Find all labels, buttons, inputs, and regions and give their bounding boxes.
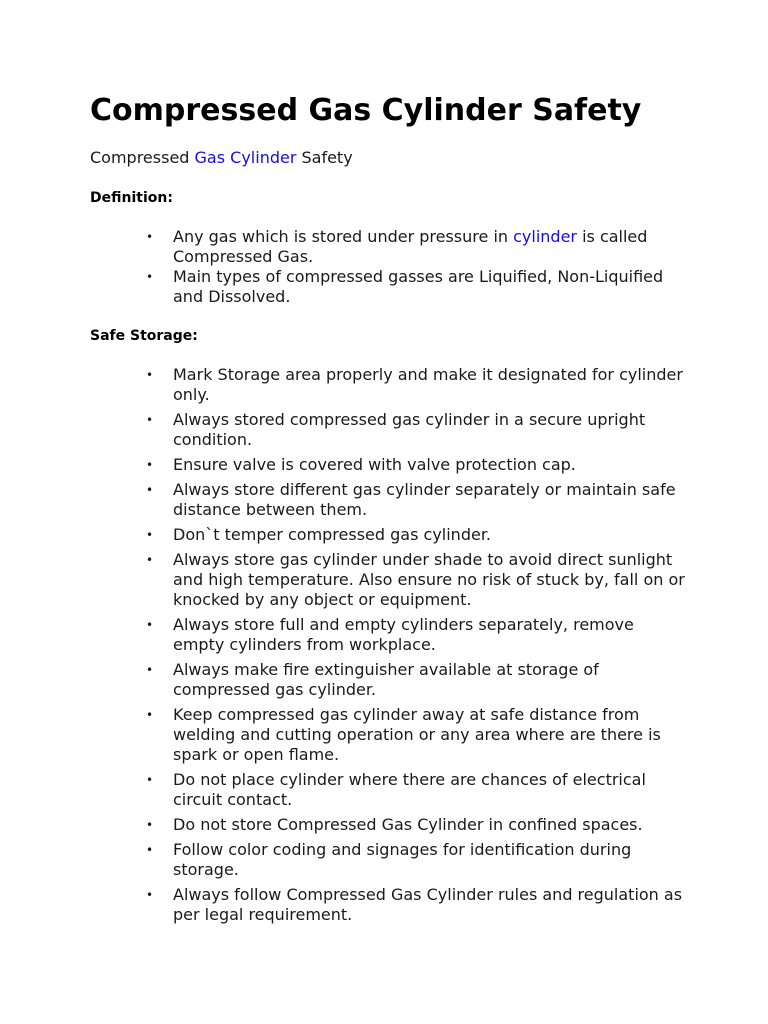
definition-heading: Definition: <box>90 190 173 206</box>
safe-storage-list <box>90 365 690 930</box>
definition-item-1-after: is called Compressed Gas. <box>173 227 648 266</box>
page-title: Compressed Gas Cylinder Safety <box>90 93 642 128</box>
list-item: • Follow color coding and signages for identification during storage. <box>90 840 690 880</box>
list-item: • Always stored compressed gas cylinder in a secure upright condition. <box>90 410 690 450</box>
subtitle-text-before: Compressed <box>90 148 195 167</box>
list-item: • Do not place cylinder where there are chances of electrical circuit contact. <box>90 770 690 810</box>
subtitle <box>90 148 353 168</box>
list-item: • Main types of compressed gasses are Liquified, Non-Liquified and Dissolved. <box>90 267 690 307</box>
list-item: • Ensure valve is covered with valve protection cap. <box>90 455 690 475</box>
list-item: • Don`t temper compressed gas cylinder. <box>90 525 690 545</box>
gas-cylinder-link[interactable]: Gas Cylinder <box>194 148 297 167</box>
subtitle-text-after: Safety <box>296 148 353 167</box>
list-item: • Always follow Compressed Gas Cylinder rules and regulation as per legal requirement. <box>90 885 690 925</box>
definition-list <box>90 227 690 307</box>
list-item: • Mark Storage area properly and make it designated for cylinder only. <box>90 365 690 405</box>
list-item: • Always make fire extinguisher available at storage of compressed gas cylinder. <box>90 660 690 700</box>
list-item: • Do not store Compressed Gas Cylinder in confined spaces. <box>90 815 690 835</box>
list-item <box>90 227 690 267</box>
list-item: • Always store gas cylinder under shade to avoid direct sunlight and high temperature. Also ensure no risk of stuck by, fall on or knocked by any object or equipment. <box>90 550 690 610</box>
safe-storage-heading: Safe Storage: <box>90 328 198 344</box>
list-item: • Keep compressed gas cylinder away at safe distance from welding and cutting operation or any area where are there is spark or open flame. <box>90 705 690 765</box>
cylinder-link[interactable]: cylinder <box>513 227 577 246</box>
list-item: • Always store full and empty cylinders separately, remove empty cylinders from workplace. <box>90 615 690 655</box>
definition-item-1-before: Any gas which is stored under pressure in <box>173 227 514 246</box>
list-item: • Always store different gas cylinder separately or maintain safe distance between them. <box>90 480 690 520</box>
